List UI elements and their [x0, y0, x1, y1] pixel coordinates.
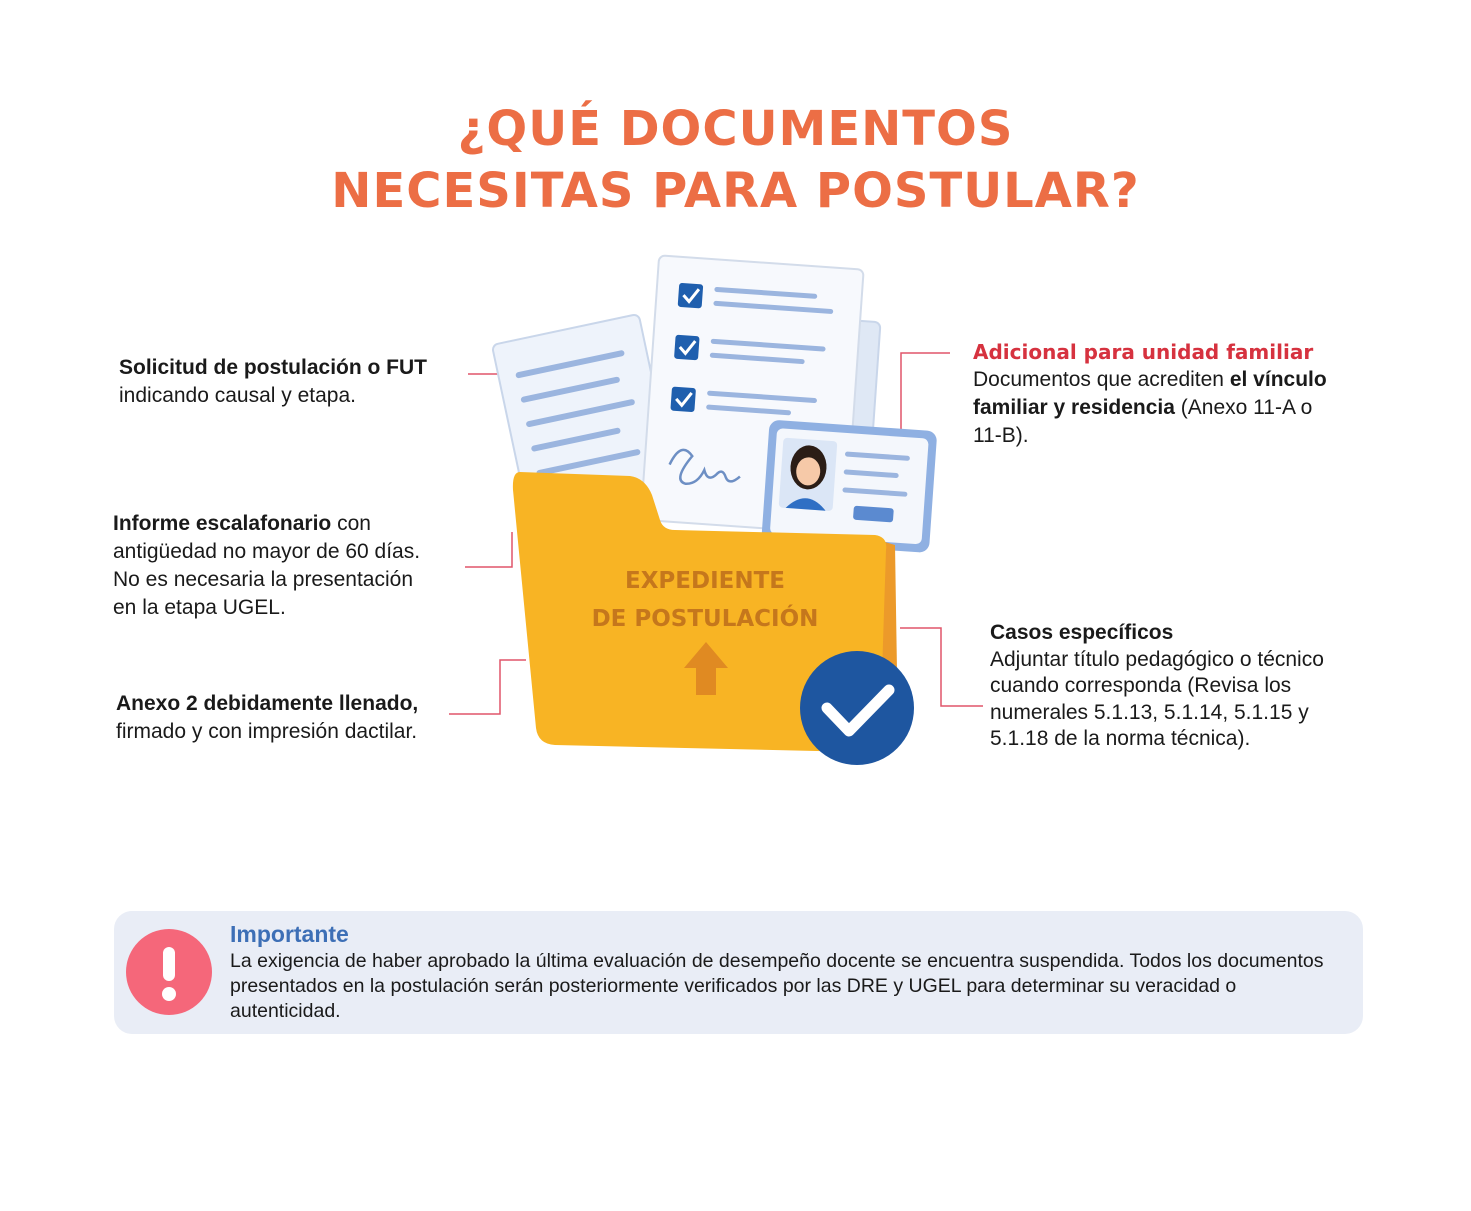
important-note	[114, 911, 1363, 1034]
folder-label-line-1: EXPEDIENTE	[624, 568, 786, 594]
note-text: La exigencia de haber aprobado la última evaluación de desempeño docente se encuentra suspendida. Todos los documentos presentados en la postulación serán posteriormente verificados por las DRE y UGEL para determinar su veracidad o autenticidad.	[230, 950, 1324, 1022]
item-adicional	[973, 338, 1363, 450]
anexo2-text: firmado y con impresión dactilar.	[116, 720, 418, 743]
solicitud-text: indicando causal y etapa.	[119, 384, 356, 407]
solicitud-bold: Solicitud de postulación o FUT	[119, 356, 427, 379]
casos-line3: numerales 5.1.13, 5.1.14, 5.1.15 y	[990, 700, 1309, 724]
informe-text1: con	[331, 512, 371, 535]
title-line-2: NECESITAS PARA POSTULAR?	[331, 163, 1140, 219]
item-anexo2	[116, 690, 476, 746]
casos-bold: Casos específicos	[990, 621, 1174, 644]
title-line-1: ¿QUÉ DOCUMENTOS	[457, 101, 1014, 157]
casos-line1: Adjuntar título pedagógico o técnico	[990, 647, 1324, 671]
informe-bold: Informe escalafonario	[113, 512, 332, 535]
informe-text4: en la etapa UGEL.	[113, 596, 286, 619]
casos-line2: cuando corresponda (Revisa los	[990, 674, 1292, 697]
alert-icon	[126, 929, 212, 1015]
item-informe	[113, 510, 473, 622]
informe-text2: antigüedad no mayor de 60 días.	[113, 540, 421, 563]
note-title: Importante	[230, 921, 349, 947]
adicional-bold1: el vínculo	[1229, 368, 1327, 391]
folder-label-line-2: DE POSTULACIÓN	[591, 606, 819, 632]
check-circle-icon	[800, 651, 914, 765]
informe-text3: No es necesaria la presentación	[113, 568, 414, 591]
adicional-bold2: familiar y residencia	[973, 396, 1175, 419]
folder-illustration	[490, 250, 960, 770]
folder-label	[555, 562, 855, 638]
anexo2-bold: Anexo 2 debidamente llenado,	[116, 692, 419, 715]
adicional-text1: Documentos que acrediten	[973, 368, 1230, 391]
adicional-text3: 11-B).	[973, 424, 1029, 447]
adicional-title: Adicional para unidad familiar	[973, 340, 1314, 364]
item-casos	[990, 620, 1370, 753]
adicional-text2: (Anexo 11-A o	[1174, 396, 1313, 419]
page-title	[0, 98, 1471, 222]
casos-line4: 5.1.18 de la norma técnica).	[990, 727, 1251, 750]
item-solicitud	[119, 354, 479, 410]
